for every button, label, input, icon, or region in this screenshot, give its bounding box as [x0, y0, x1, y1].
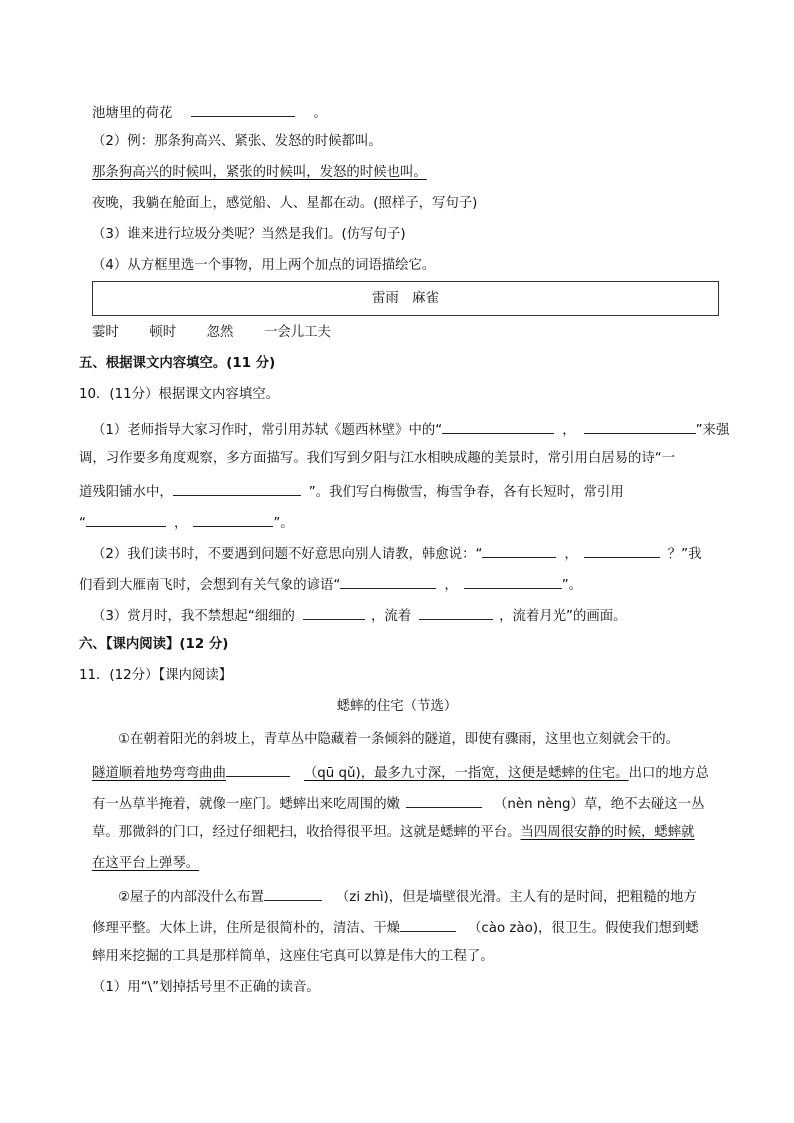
answer-blank[interactable]: [419, 604, 493, 620]
q10-text: 们看到大雁南飞时，会想到有关气象的谚语“: [79, 578, 341, 593]
passage-text: （cào zào)，很卫生。假使我们想到蟋: [467, 921, 699, 936]
lotus-text: 池塘里的荷花: [92, 106, 173, 121]
q10-text: ，: [564, 547, 578, 562]
word-item: 一会儿工夫: [263, 325, 331, 340]
passage-text: （qū qǔ)，最多九寸深，一指宽，这便是蟋蟀的住宅。: [303, 766, 629, 781]
q10-text: （3）赏月时，我不禁想起“细细的: [92, 609, 295, 624]
section-6-heading: 六、【课内阅读】(12 分): [79, 637, 229, 652]
answer-blank[interactable]: [464, 573, 562, 589]
passage-para2-line2: [92, 916, 699, 939]
answer-blank[interactable]: [226, 761, 290, 777]
q10-text: ，流着: [370, 609, 412, 624]
passage-para1-line1: ①在朝着阳光的斜坡上，青草丛中隐藏着一条倾斜的隧道，即使有骤雨，这里也立刻就会干的。: [118, 732, 680, 747]
answer-blank[interactable]: [406, 792, 482, 808]
q10-text: ”来强: [695, 423, 730, 438]
word-item: 忽然: [206, 325, 234, 340]
question-11-intro: 11．(12分）【课内阅读】: [79, 668, 233, 683]
passage-text: 出口的地方总: [628, 766, 709, 781]
section-5-heading: 五、根据课文内容填空。(11 分): [79, 356, 276, 371]
passage-para1-line3: [92, 792, 704, 815]
sub-question-1: （1）用“\”划掉括号里不正确的读音。: [92, 980, 320, 995]
q10-text: “: [79, 516, 86, 531]
q10-part1-line4: [79, 511, 294, 534]
example-2-answer: 那条狗高兴的时候叫，紧张的时候叫，发怒的时候也叫。: [92, 165, 427, 180]
q10-text: 道残阳铺水中，: [79, 485, 173, 500]
q10-text: ？”我: [667, 547, 702, 562]
example-2-label: （2）例：那条狗高兴、紧张、发怒的时候都叫。: [92, 134, 382, 149]
passage-text: （zi zhì)，但是墙壁很光滑。主人有的是时间，把粗糙的地方: [335, 890, 697, 905]
q10-text: ，流着月光”的画面。: [499, 609, 627, 624]
passage-text: ②屋子的内部没什么布置: [118, 890, 264, 905]
answer-blank[interactable]: [264, 885, 322, 901]
q10-text: ”。: [273, 516, 294, 531]
passage-text: 隧道顺着地势弯弯曲曲: [92, 766, 226, 781]
q10-part1-line2: 调，习作要多角度观察，多方面描写。我们写到夕阳与江水相映成趣的美景时，常引用白居易的诗“一: [79, 451, 676, 466]
q10-part3: [92, 604, 627, 627]
q10-text: ”。我们写白梅傲雪，梅雪争春，各有长短时，常引用: [308, 485, 624, 500]
answer-blank[interactable]: [86, 511, 166, 527]
passage-text: 草。那微斜的门口，经过仔细耙扫，收拾得很平坦。这就是蟋蟀的平台。: [92, 825, 521, 840]
answer-blank[interactable]: [303, 604, 365, 620]
passage-text: 当四周很安静的时候，蟋蟀就: [520, 825, 695, 840]
q10-text: ，: [444, 578, 458, 593]
exercise-3: （3）谁来进行垃圾分类呢？当然是我们。(仿写句子): [92, 227, 406, 242]
passage-para2-line3: 蟀用来挖掘的工具是那样简单，这座住宅真可以算是伟大的工程了。: [92, 949, 494, 964]
q10-text: ，: [173, 516, 188, 531]
answer-blank[interactable]: [193, 511, 273, 527]
q10-part1-line1: [92, 418, 729, 441]
example-2-task: 夜晚，我躺在舱面上，感觉船、人、星都在动。(照样子，写句子): [92, 196, 478, 211]
passage-title: 蟋蟀的住宅（节选）: [336, 699, 458, 714]
passage-para1-line2: [92, 761, 709, 784]
lotus-end: 。: [313, 106, 327, 121]
answer-blank[interactable]: [400, 916, 456, 932]
question-10-intro: 10．(11分）根据课文内容填空。: [79, 387, 279, 402]
q10-part2-line2: [79, 573, 582, 596]
passage-text: （nèn nèng）草，绝不去碰这一丛: [493, 797, 705, 812]
dotted-words: [92, 323, 331, 343]
q10-text: （2）我们读书时，不要遇到问题不好意思向别人请教，韩愈说：“: [92, 547, 483, 562]
answer-blank[interactable]: [173, 480, 301, 496]
q10-text: ”。: [561, 578, 583, 593]
answer-blank[interactable]: [442, 418, 554, 434]
word-item: 霎时: [92, 325, 119, 340]
answer-blank[interactable]: [340, 573, 436, 589]
q10-text: ，: [562, 423, 576, 438]
lotus-line: [92, 101, 327, 124]
answer-blank[interactable]: [584, 542, 660, 558]
answer-blank[interactable]: [584, 418, 696, 434]
passage-text: 修理平整。大体上讲，住所是很简朴的，清洁、干燥: [92, 921, 400, 936]
answer-blank[interactable]: [191, 101, 295, 117]
word-box-items: 雷雨 麻雀: [372, 291, 439, 306]
passage-para2-line1: [118, 885, 697, 908]
exercise-4: （4）从方框里选一个事物，用上两个加点的词语描绘它。: [92, 258, 436, 273]
q10-part2-line1: [92, 542, 702, 565]
q10-text: （1）老师指导大家习作时，常引用苏轼《题西林壁》中的“: [92, 423, 443, 438]
q10-part1-line3: [79, 480, 624, 503]
passage-para1-line4: [92, 823, 695, 843]
passage-para1-line5: 在这平台上弹琴。: [92, 856, 200, 871]
answer-blank[interactable]: [482, 542, 556, 558]
passage-text: 有一丛草半掩着，就像一座门。蟋蟀出来吃周围的嫩: [92, 797, 400, 812]
word-box: [92, 281, 719, 316]
word-item: 顿时: [149, 325, 177, 340]
